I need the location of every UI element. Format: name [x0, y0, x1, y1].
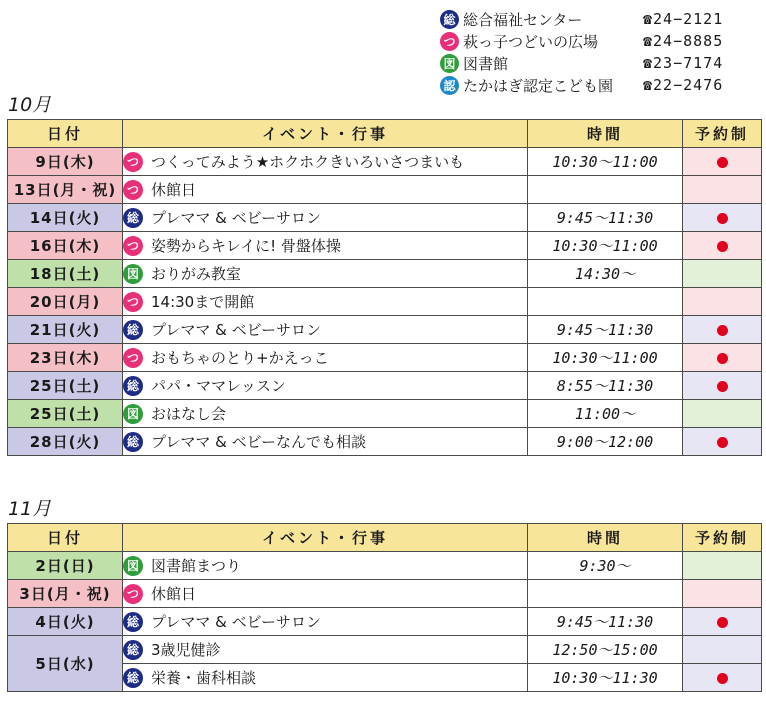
reservation-required-icon — [717, 325, 728, 336]
time-cell: 10:30〜11:30 — [528, 664, 683, 692]
header-date: 日付 — [8, 524, 123, 552]
event-cell — [123, 232, 528, 260]
reserve-cell — [683, 400, 762, 428]
header-time: 時間 — [528, 120, 683, 148]
header-reserve: 予約制 — [683, 120, 762, 148]
event-name: 3歳児健診 — [151, 641, 221, 659]
tsudoi-hiroba-icon: つ — [123, 292, 143, 312]
reservation-required-icon — [717, 437, 728, 448]
reserve-cell — [683, 148, 762, 176]
header-date: 日付 — [8, 120, 123, 148]
event-name: 栄養・歯科相談 — [151, 669, 257, 687]
legend-phone: ☎24−2121 — [643, 10, 724, 28]
event-name: おりがみ教室 — [151, 265, 242, 283]
event-cell — [123, 400, 528, 428]
reservation-required-icon — [717, 673, 728, 684]
event-name: つくってみよう★ホクホクきいろいさつまいも — [151, 153, 465, 171]
date-cell: 28日(火) — [8, 428, 123, 456]
time-cell: 10:30〜11:00 — [528, 232, 683, 260]
table-row — [8, 232, 762, 260]
month-title-november: 11月 — [8, 498, 52, 520]
time-cell: 9:00〜12:00 — [528, 428, 683, 456]
event-cell — [123, 608, 528, 636]
event-name: 休館日 — [151, 181, 197, 199]
date-cell: 4日(火) — [8, 608, 123, 636]
date-cell: 18日(土) — [8, 260, 123, 288]
event-name: プレママ & ベビーなんでも相談 — [151, 433, 367, 451]
reserve-cell — [683, 176, 762, 204]
event-name: 休館日 — [151, 585, 197, 603]
event-cell — [123, 428, 528, 456]
table-row — [8, 372, 762, 400]
table-row — [8, 176, 762, 204]
table-row — [8, 344, 762, 372]
table-header-row — [8, 120, 762, 148]
time-cell — [528, 580, 683, 608]
reserve-cell — [683, 288, 762, 316]
sougou-fukushi-icon: 総 — [123, 208, 143, 228]
legend-phone: ☎22−2476 — [643, 76, 724, 94]
reserve-cell — [683, 204, 762, 232]
legend-facility-name: 総合福祉センター — [463, 10, 583, 29]
date-cell: 13日(月・祝) — [8, 176, 123, 204]
reserve-cell — [683, 232, 762, 260]
sougou-fukushi-icon: 総 — [440, 10, 459, 29]
reservation-required-icon — [717, 381, 728, 392]
date-cell: 20日(月) — [8, 288, 123, 316]
header-time: 時間 — [528, 524, 683, 552]
table-header-row — [8, 524, 762, 552]
reserve-cell — [683, 580, 762, 608]
reserve-cell — [683, 316, 762, 344]
table-row — [8, 260, 762, 288]
table-row — [8, 148, 762, 176]
event-cell — [123, 580, 528, 608]
library-icon: 図 — [123, 556, 143, 576]
library-icon: 図 — [440, 54, 459, 73]
reservation-required-icon — [717, 157, 728, 168]
event-name: パパ・ママレッスン — [151, 377, 286, 395]
table-row — [8, 204, 762, 232]
reserve-cell — [683, 608, 762, 636]
nintei-kodomoen-icon: 認 — [440, 76, 459, 95]
event-cell — [123, 260, 528, 288]
event-name: プレママ & ベビーサロン — [151, 321, 322, 339]
reservation-required-icon — [717, 213, 728, 224]
time-cell: 9:45〜11:30 — [528, 608, 683, 636]
event-name: プレママ & ベビーサロン — [151, 209, 322, 227]
time-cell: 12:50〜15:00 — [528, 636, 683, 664]
legend-item — [440, 52, 760, 74]
tsudoi-hiroba-icon: つ — [123, 152, 143, 172]
reservation-required-icon — [717, 241, 728, 252]
date-cell: 25日(土) — [8, 372, 123, 400]
date-cell: 9日(木) — [8, 148, 123, 176]
legend-item — [440, 30, 760, 52]
reserve-cell — [683, 372, 762, 400]
sougou-fukushi-icon: 総 — [123, 640, 143, 660]
header-event: イベント・行事 — [123, 120, 528, 148]
table-row — [8, 580, 762, 608]
schedule-table-november — [7, 523, 762, 692]
time-cell — [528, 288, 683, 316]
table-row — [8, 400, 762, 428]
table-row — [8, 288, 762, 316]
event-name: プレママ & ベビーサロン — [151, 613, 322, 631]
event-name: おはなし会 — [151, 405, 227, 423]
library-icon: 図 — [123, 404, 143, 424]
event-cell — [123, 552, 528, 580]
table-row — [8, 552, 762, 580]
event-cell — [123, 148, 528, 176]
legend-item — [440, 8, 760, 30]
event-name: 図書館まつり — [151, 557, 242, 575]
event-name: 姿勢からキレイに! 骨盤体操 — [151, 237, 341, 255]
reserve-cell — [683, 344, 762, 372]
sougou-fukushi-icon: 総 — [123, 320, 143, 340]
reserve-cell — [683, 428, 762, 456]
date-cell: 21日(火) — [8, 316, 123, 344]
event-cell — [123, 636, 528, 664]
event-cell — [123, 372, 528, 400]
date-cell: 2日(日) — [8, 552, 123, 580]
time-cell: 10:30〜11:00 — [528, 344, 683, 372]
sougou-fukushi-icon: 総 — [123, 612, 143, 632]
month-title-october: 10月 — [8, 94, 52, 116]
reserve-cell — [683, 636, 762, 664]
table-row — [8, 608, 762, 636]
time-cell: 9:45〜11:30 — [528, 204, 683, 232]
date-cell: 14日(火) — [8, 204, 123, 232]
legend-facility-name: たかはぎ認定こども園 — [463, 76, 614, 95]
sougou-fukushi-icon: 総 — [123, 376, 143, 396]
time-cell: 9:30〜 — [528, 552, 683, 580]
date-cell: 23日(木) — [8, 344, 123, 372]
tsudoi-hiroba-icon: つ — [123, 348, 143, 368]
legend-facility-name: 萩っ子つどいの広場 — [463, 32, 599, 51]
time-cell — [528, 176, 683, 204]
table-row — [8, 636, 762, 664]
tsudoi-hiroba-icon: つ — [123, 584, 143, 604]
date-cell: 5日(水) — [8, 636, 123, 692]
schedule-table-october — [7, 119, 762, 456]
legend-phone: ☎23−7174 — [643, 54, 724, 72]
event-cell — [123, 664, 528, 692]
header-reserve: 予約制 — [683, 524, 762, 552]
time-cell: 9:45〜11:30 — [528, 316, 683, 344]
legend-facility-name: 図書館 — [463, 54, 509, 73]
table-row — [8, 316, 762, 344]
event-cell — [123, 344, 528, 372]
library-icon: 図 — [123, 264, 143, 284]
event-cell — [123, 316, 528, 344]
reservation-required-icon — [717, 353, 728, 364]
legend-phone: ☎24−8885 — [643, 32, 724, 50]
table-row — [8, 428, 762, 456]
time-cell: 11:00〜 — [528, 400, 683, 428]
reservation-required-icon — [717, 617, 728, 628]
event-cell — [123, 204, 528, 232]
tsudoi-hiroba-icon: つ — [440, 32, 459, 51]
legend-item — [440, 74, 760, 96]
sougou-fukushi-icon: 総 — [123, 668, 143, 688]
event-name: おもちゃのとり+かえっこ — [151, 349, 329, 367]
date-cell: 3日(月・祝) — [8, 580, 123, 608]
sougou-fukushi-icon: 総 — [123, 432, 143, 452]
date-cell: 25日(土) — [8, 400, 123, 428]
reserve-cell — [683, 260, 762, 288]
facility-legend — [440, 8, 760, 96]
tsudoi-hiroba-icon: つ — [123, 180, 143, 200]
event-cell — [123, 288, 528, 316]
header-event: イベント・行事 — [123, 524, 528, 552]
event-cell — [123, 176, 528, 204]
time-cell: 8:55〜11:30 — [528, 372, 683, 400]
time-cell: 10:30〜11:00 — [528, 148, 683, 176]
reserve-cell — [683, 552, 762, 580]
reserve-cell — [683, 664, 762, 692]
time-cell: 14:30〜 — [528, 260, 683, 288]
date-cell: 16日(木) — [8, 232, 123, 260]
tsudoi-hiroba-icon: つ — [123, 236, 143, 256]
event-name: 14:30まで開館 — [151, 293, 255, 311]
